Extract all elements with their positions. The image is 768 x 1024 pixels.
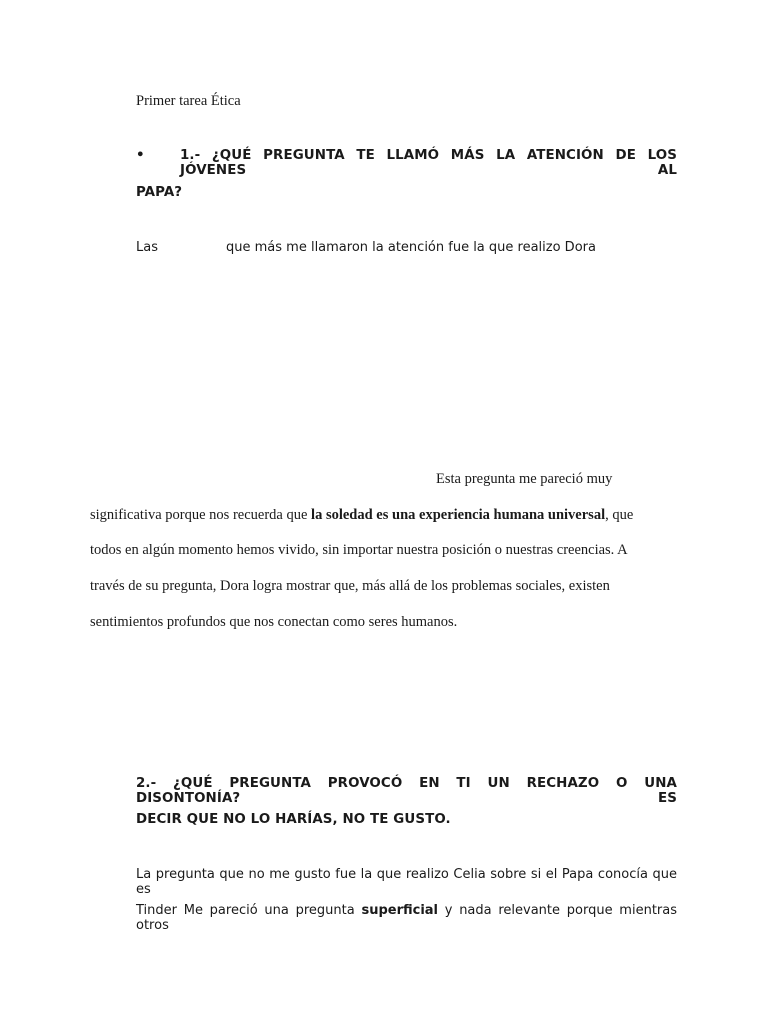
answer-2-line-2: [136, 903, 677, 933]
answer-1-emphasis: la soledad es una experiencia humana universal: [311, 507, 606, 523]
answer-2-emphasis: superficial: [361, 903, 439, 918]
question-1-line-1: 1.- ¿QUÉ PREGUNTA TE LLAMÓ MÁS LA ATENCIÓN DE LOS JÓVENES AL: [180, 148, 677, 178]
bullet-point: •: [136, 148, 145, 163]
answer-2-line-2-text-c: y nada relevante porque mientras otros: [136, 903, 677, 933]
answer-1-paragraph-line-1: Esta pregunta me pareció muy: [436, 471, 613, 487]
answer-1-intro-rest: que más me llamaron la atención fue la que realizo Dora: [226, 240, 596, 255]
answer-1-paragraph-line-3: todos en algún momento hemos vivido, sin importar nuestra posición o nuestras creencias. A: [90, 542, 628, 558]
question-2-line-2: DECIR QUE NO LO HARÍAS, NO TE GUSTO.: [136, 812, 451, 827]
question-2-line-1: 2.- ¿QUÉ PREGUNTA PROVOCÓ EN TI UN RECHAZO O UNA DISONTONÍA? ES: [136, 776, 677, 806]
answer-1-line-2-text-c: , que: [605, 507, 634, 523]
answer-2-line-1: La pregunta que no me gusto fue la que realizo Celia sobre si el Papa conocía que es: [136, 867, 677, 897]
answer-1-intro-word: Las: [136, 240, 158, 255]
answer-2-line-2-text-a: Tinder Me pareció una pregunta: [136, 903, 362, 918]
document-title: Primer tarea Ética: [136, 93, 241, 109]
answer-1-line-2-text-a: significativa porque nos recuerda que: [90, 507, 312, 523]
question-1-line-2: PAPA?: [136, 185, 183, 200]
answer-1-paragraph-line-5: sentimientos profundos que nos conectan como seres humanos.: [90, 614, 458, 630]
answer-1-paragraph-line-2: [90, 507, 633, 524]
answer-1-paragraph-line-4: través de su pregunta, Dora logra mostrar que, más allá de los problemas sociales, existen: [90, 578, 610, 594]
